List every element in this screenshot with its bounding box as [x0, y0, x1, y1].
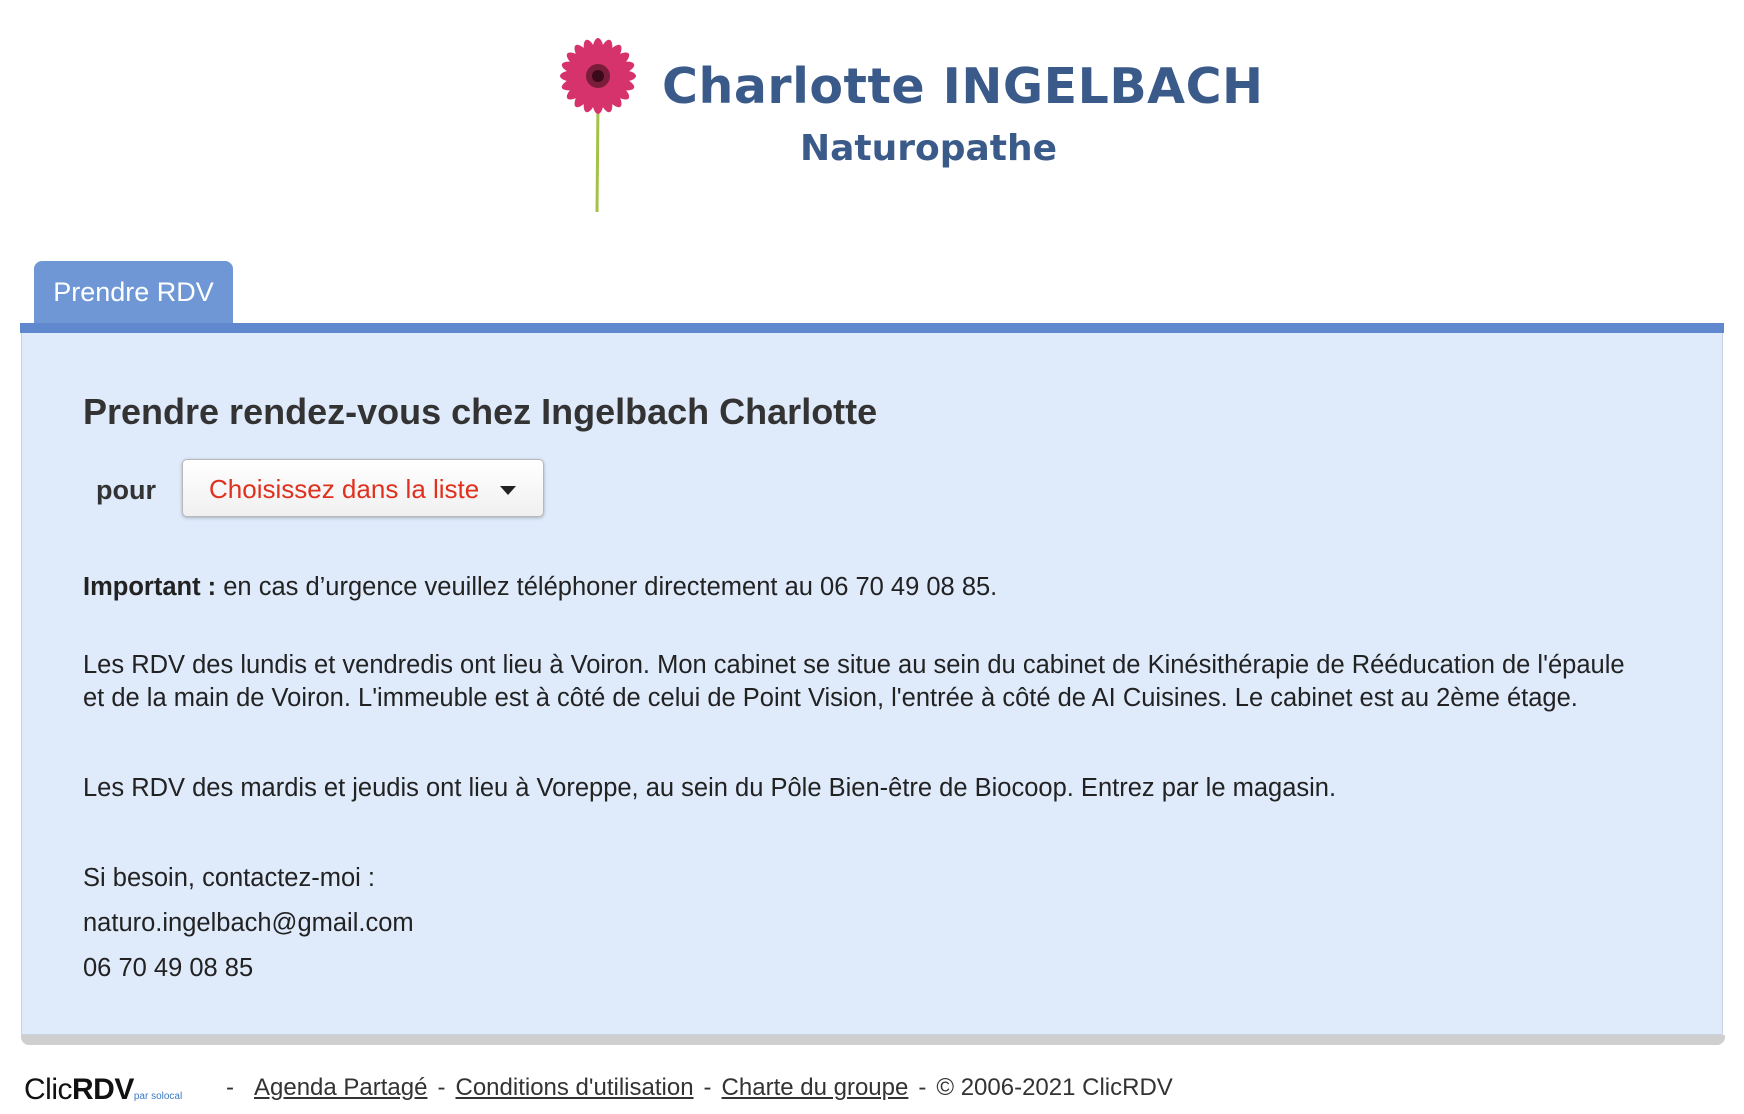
footer-links [226, 1074, 1173, 1102]
footer [0, 1060, 1744, 1114]
important-text: en cas d’urgence veuillez téléphoner directement au 06 70 49 08 85. [216, 573, 998, 601]
footer-separator: - [703, 1074, 712, 1101]
link-charte[interactable]: Charte du groupe [721, 1074, 909, 1101]
booking-panel [21, 333, 1723, 1035]
brand-small: par solocal [133, 1091, 183, 1102]
footer-separator: - [226, 1074, 234, 1101]
practitioner-name: Charlotte INGELBACH [662, 58, 1264, 115]
footer-separator: - [918, 1074, 927, 1101]
voiron-info-line-1: Les RDV des lundis et vendredis ont lieu à Voiron. Mon cabinet se situe au sein du cabinet de Kinésithérapie de Rééducation de l'épaule [83, 651, 1625, 679]
flower-icon [558, 38, 638, 214]
header-logo [0, 0, 1744, 230]
contact-phone: 06 70 49 08 85 [83, 954, 254, 982]
pour-label: pour [96, 475, 156, 505]
important-notice [83, 571, 997, 604]
footer-separator: - [437, 1074, 446, 1101]
appointment-type-select[interactable] [182, 459, 544, 517]
copyright: © 2006-2021 ClicRDV [936, 1074, 1173, 1101]
voiron-info-line-2: et de la main de Voiron. L'immeuble est à côté de celui de Point Vision, l'entrée à côté de AI Cuisines. Le cabinet est au 2ème étage. [83, 684, 1578, 712]
contact-email: naturo.ingelbach@gmail.com [83, 909, 414, 937]
brand-bold: RDV [72, 1073, 134, 1106]
page-title: Prendre rendez-vous chez Ingelbach Charlotte [83, 391, 878, 432]
important-label: Important : [83, 573, 217, 601]
panel-shadow [21, 1035, 1725, 1045]
contact-intro: Si besoin, contactez-moi : [83, 864, 375, 892]
practitioner-profession: Naturopathe [800, 128, 1058, 169]
chevron-down-icon [500, 486, 516, 495]
clicrdv-logo [24, 1073, 182, 1107]
brand-light: Clic [24, 1073, 72, 1106]
link-agenda-partage[interactable]: Agenda Partagé [254, 1074, 428, 1101]
select-value: Choisissez dans la liste [209, 474, 480, 504]
link-conditions[interactable]: Conditions d'utilisation [455, 1074, 694, 1101]
tab-bar [20, 323, 1724, 333]
tab-prendre-rdv[interactable]: Prendre RDV [34, 261, 233, 323]
voreppe-info: Les RDV des mardis et jeudis ont lieu à Voreppe, au sein du Pôle Bien-être de Biocoop. Entrez par le magasin. [83, 774, 1337, 802]
